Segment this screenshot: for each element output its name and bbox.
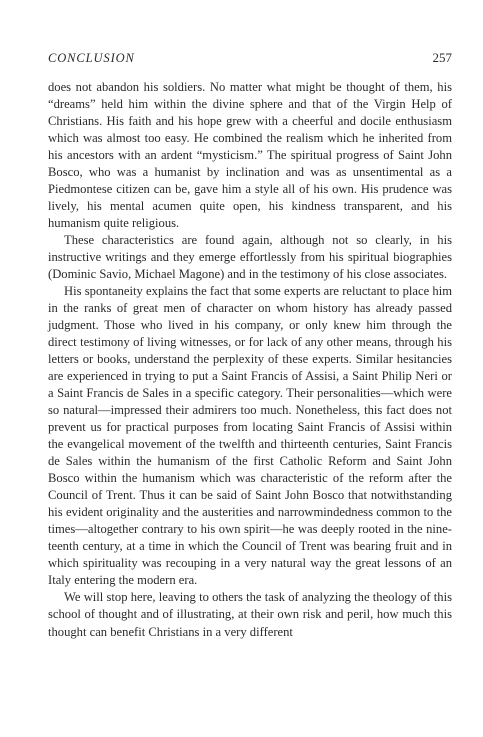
body-text <box>48 79 452 641</box>
book-page <box>48 50 452 641</box>
paragraph-3: His spontaneity explains the fact that some experts are reluctant to place him in the ranks of great men of character on whom history has already passed judgment. Those who lived in his company, or only knew him through the direct testimony of living witnesses, or for lack of any other means, through his letters or books, understand the perplexity of these experts. Similar hesitancies are experienced in trying to put a Saint Francis of Assisi, a Saint Philip Neri or a Saint Francis de Sales in a specific category. Their personalities—which were so natural—impressed their admirers too much. Nonetheless, this fact does not prevent us for practical purposes from locating Saint Francis of Assisi within the evangelical movement of the twelfth and thirteenth centuries, Saint Francis de Sales within the humanism of the first Catholic Reform and Saint John Bosco within the humanism which was characteristic of the reform after the Council of Trent. Thus it can be said of Saint John Bosco that notwithstanding his evident originality and the austerities and narrowmindedness common to the times—altogether contrary to his own spirit—he was deeply rooted in the nineteenth century, at a time in which the Council of Trent was bearing fruit and in which spirituality was recouping in a very natural way the great lessons of an Italy entering the modern era. <box>48 284 452 588</box>
running-head <box>48 50 452 70</box>
page-number: 257 <box>432 50 452 65</box>
paragraph-1: does not abandon his soldiers. No matter what might be thought of them, his “dreams” held him within the divine sphere and that of the Virgin Help of Christians. His faith and his hope grew with a cheerful and docile enthusiasm which was almost too easy. He combined the realism which he inherited from his ancestors with an ardent “mysticism.” The spiritual progress of Saint John Bosco, who was a humanist by inclination and was as unsentimental as a Piedmontese citizen can be, gave him a style all of his own. His prudence was lively, his mental acumen quite open, his kindness transparent, and his humanism quite religious. <box>48 80 452 231</box>
section-title: CONCLUSION <box>48 51 135 65</box>
paragraph-4: We will stop here, leaving to others the task of analyzing the theology of this school of thought and of illustrating, at their own risk and peril, how much this thought can benefit Christians in a very different <box>48 590 452 639</box>
paragraph-2: These characteristics are found again, although not so clearly, in his instructive writings and they emerge effortlessly from his spiritual biographies (Dominic Savio, Michael Magone) and in the testimony of his close associates. <box>48 233 452 282</box>
